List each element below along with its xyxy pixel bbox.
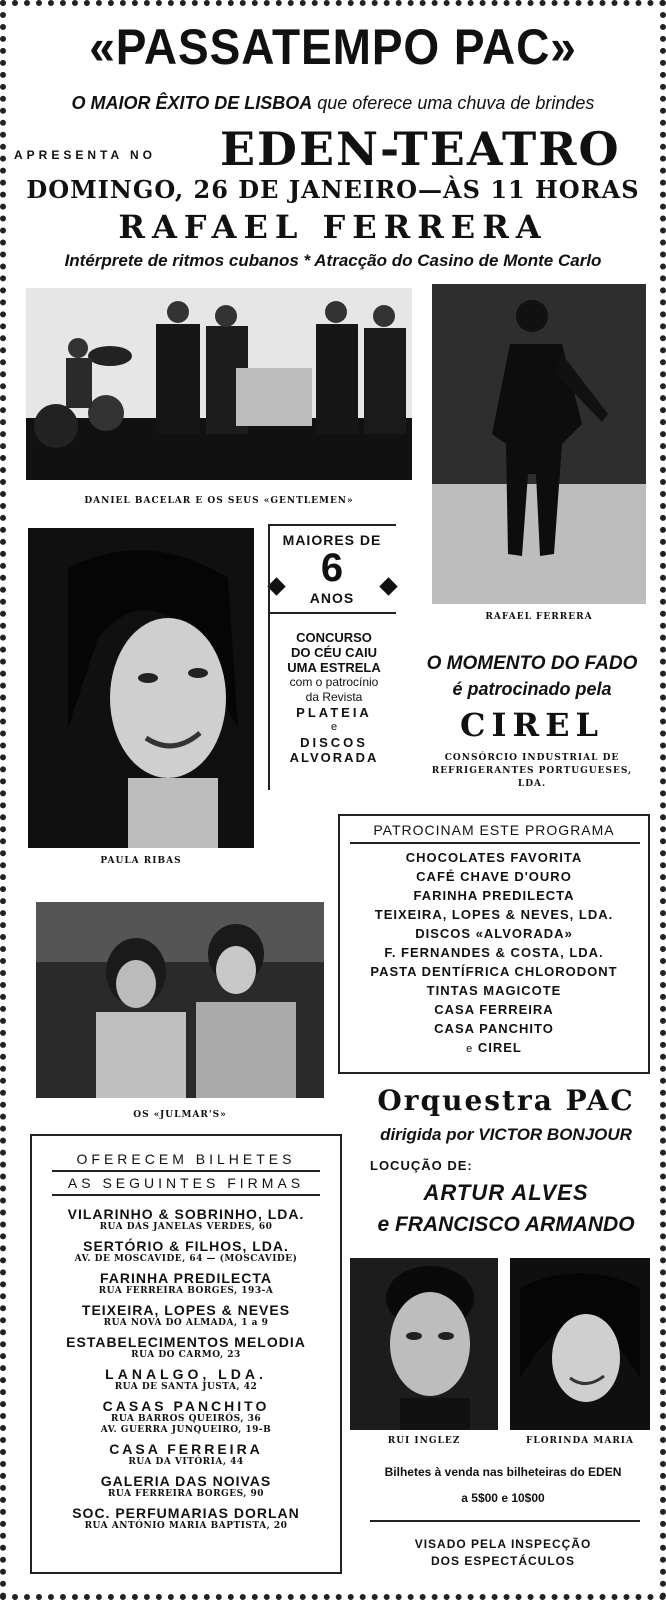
florinda-photo — [510, 1258, 650, 1430]
age-number: 6 — [320, 546, 344, 590]
rui-photo — [350, 1258, 498, 1430]
fado-company — [414, 752, 650, 791]
tickets-rule-2 — [52, 1194, 320, 1196]
subtitle — [6, 92, 660, 114]
firm-entry — [32, 1398, 340, 1436]
firm-address: RUA NOVA DO ALMADA, 1 a 9 — [103, 1318, 269, 1328]
firm-entry — [32, 1441, 340, 1468]
fado-c1: CONSÓRCIO INDUSTRIAL DE — [444, 753, 620, 763]
firm-name: VILARINHO & SOBRINHO, LDA. — [67, 1206, 305, 1222]
contest-l1: CONCURSO — [296, 630, 372, 645]
firm-address: RUA ANTÓNIO MARIA BAPTISTA, 20 — [84, 1521, 288, 1531]
firms-list — [32, 1206, 340, 1532]
firm-name: GALERIA DAS NOIVAS — [100, 1473, 272, 1489]
fado-c2: REFRIGERANTES PORTUGUESES, — [431, 766, 633, 776]
sponsor-item: F. FERNANDES & COSTA, LDA. — [384, 945, 604, 960]
paula-photo-art — [28, 528, 254, 848]
sponsors-title: PATROCINAM ESTE PROGRAMA — [373, 822, 615, 838]
visado — [350, 1536, 656, 1570]
firm-address: RUA DA VITÓRIA, 44 — [128, 1457, 244, 1467]
contest-block — [272, 630, 396, 765]
age-rule-top — [268, 524, 396, 526]
firm-entry — [32, 1505, 340, 1532]
firm-address: RUA DE SANTA JUSTA, 42 — [114, 1382, 258, 1392]
firm-name: CASA FERREIRA — [109, 1441, 263, 1457]
contest-l5: da Revista — [305, 690, 363, 704]
fado-l1: O MOMENTO DO FADO — [426, 653, 638, 674]
sponsor-item: CASA PANCHITO — [434, 1021, 554, 1036]
firm-name: SOC. PERFUMARIAS DORLAN — [72, 1505, 300, 1521]
firm-name: CASAS PANCHITO — [102, 1398, 270, 1414]
tickets-rule-1 — [52, 1170, 320, 1172]
rafael-photo — [432, 284, 646, 604]
rui-photo-art — [350, 1258, 498, 1430]
band-photo — [26, 288, 412, 480]
headliner: RAFAEL FERRERA — [118, 208, 548, 246]
sponsor-item: FARINHA PREDILECTA — [413, 888, 575, 903]
rafael-photo-art — [432, 284, 646, 604]
firm-entry — [32, 1206, 340, 1233]
sponsor-last-e: e — [466, 1043, 474, 1055]
rafael-caption: RAFAEL FERRERA — [485, 612, 593, 622]
firm-entry — [32, 1302, 340, 1329]
band-caption: DANIEL BACELAR E OS SEUS «GENTLEMEN» — [84, 496, 354, 506]
firm-name: ESTABELECIMENTOS MELODIA — [66, 1334, 306, 1350]
sale-l2: a 5$00 e 10$00 — [461, 1491, 545, 1505]
sponsor-item: CAFÉ CHAVE D'OURO — [416, 869, 572, 884]
firm-address: RUA DO CARMO, 23 — [131, 1350, 241, 1360]
sponsor-item: TINTAS MAGICOTE — [426, 983, 562, 998]
firm-address: RUA BARROS QUEIRÓS, 36 — [110, 1414, 262, 1424]
sponsor-item: PASTA DENTÍFRICA CHLORODONT — [370, 964, 618, 979]
visado-l1: VISADO PELA INSPECÇÃO — [414, 1537, 592, 1551]
julmars-photo-art — [36, 902, 324, 1098]
contest-l7: e — [330, 721, 338, 733]
firm-entry — [32, 1238, 340, 1265]
subtitle-rest: que oferece uma chuva de brindes — [312, 93, 595, 113]
show-date: DOMINGO, 26 DE JANEIRO—ÀS 11 HORAS — [26, 175, 640, 204]
tagline: Intérprete de ritmos cubanos * Atracção do Casino de Monte Carlo — [64, 251, 602, 270]
contest-divider — [268, 524, 270, 790]
paula-photo — [28, 528, 254, 848]
firm-name: LANALGO, LDA. — [105, 1366, 267, 1382]
contest-l6: PLATEIA — [296, 705, 372, 720]
firm-entry — [32, 1366, 340, 1393]
locucao-label: LOCUÇÃO DE: — [370, 1158, 473, 1173]
firm-address-2: AV. GUERRA JUNQUEIRO, 19-B — [100, 1425, 272, 1435]
firm-address: RUA FERREIRA BORGES, 90 — [107, 1489, 265, 1499]
contest-l9: ALVORADA — [289, 750, 379, 765]
fado-brand: CIREL — [460, 706, 604, 744]
visado-l2: DOS ESPECTÁCULOS — [430, 1554, 575, 1568]
age-top: MAIORES DE — [282, 532, 382, 548]
firm-name: TEIXEIRA, LOPES & NEVES — [81, 1302, 291, 1318]
sponsors-box — [338, 814, 650, 1074]
subtitle-bold: O MAIOR ÊXITO DE LISBOA — [71, 93, 313, 113]
fado-c3: LDA. — [517, 779, 547, 789]
contest-l8: DISCOS — [300, 735, 368, 750]
sponsor-item: TEIXEIRA, LOPES & NEVES, LDA. — [374, 907, 614, 922]
contest-l2: DO CÉU CAIU — [291, 645, 377, 660]
julmars-photo — [36, 902, 324, 1098]
announcer-1: ARTUR ALVES — [423, 1180, 589, 1205]
firm-entry — [32, 1334, 340, 1361]
julmars-caption: OS «JULMAR'S» — [133, 1110, 227, 1120]
announcer-2: e FRANCISCO ARMANDO — [377, 1213, 635, 1236]
firm-address: RUA DAS JANELAS VERDES, 60 — [99, 1222, 273, 1232]
age-rule-bottom — [268, 612, 396, 614]
apresenta-label: APRESENTA NO — [14, 148, 157, 162]
contest-l4: com o patrocínio — [289, 675, 379, 689]
sale-l1: Bilhetes à venda nas bilheteiras do EDEN — [384, 1465, 622, 1479]
sponsors-rule — [350, 842, 640, 844]
tickets-box — [30, 1134, 342, 1574]
firm-address: RUA FERREIRA BORGES, 193-A — [98, 1286, 274, 1296]
orchestra-director: dirigida por VICTOR BONJOUR — [380, 1125, 632, 1144]
visado-rule — [370, 1520, 640, 1522]
florinda-photo-art — [510, 1258, 650, 1430]
firm-name: FARINHA PREDILECTA — [100, 1270, 272, 1286]
firm-address: AV. DE MOSCAVIDE, 64 — (MOSCAVIDE) — [74, 1254, 298, 1264]
sponsor-last: CIREL — [477, 1040, 522, 1055]
poster-title: «PASSATEMPO PAC» — [89, 19, 577, 75]
venue-name: EDEN-TEATRO — [220, 122, 621, 176]
band-photo-art — [26, 288, 412, 480]
paula-caption: PAULA RIBAS — [100, 856, 182, 866]
fado-l2: é patrocinado pela — [452, 679, 612, 699]
sponsors-list — [340, 848, 648, 1059]
florinda-caption: FLORINDA MARIA — [525, 1436, 634, 1446]
age-bottom: ANOS — [309, 590, 355, 606]
sponsor-item-last — [340, 1038, 648, 1059]
rui-caption: RUI INGLEZ — [387, 1436, 461, 1446]
tickets-title-2: AS SEGUINTES FIRMAS — [67, 1175, 305, 1191]
orchestra-title: Orquestra PAC — [377, 1084, 635, 1117]
sponsor-item: DISCOS «ALVORADA» — [415, 926, 573, 941]
firm-entry — [32, 1270, 340, 1297]
sponsor-item: CASA FERREIRA — [434, 1002, 554, 1017]
firm-name: SERTÓRIO & FILHOS, LDA. — [83, 1238, 289, 1254]
tickets-title-1: OFERECEM BILHETES — [76, 1151, 296, 1167]
sponsor-item: CHOCOLATES FAVORITA — [405, 850, 583, 865]
firm-entry — [32, 1473, 340, 1500]
contest-l3: UMA ESTRELA — [287, 660, 381, 675]
